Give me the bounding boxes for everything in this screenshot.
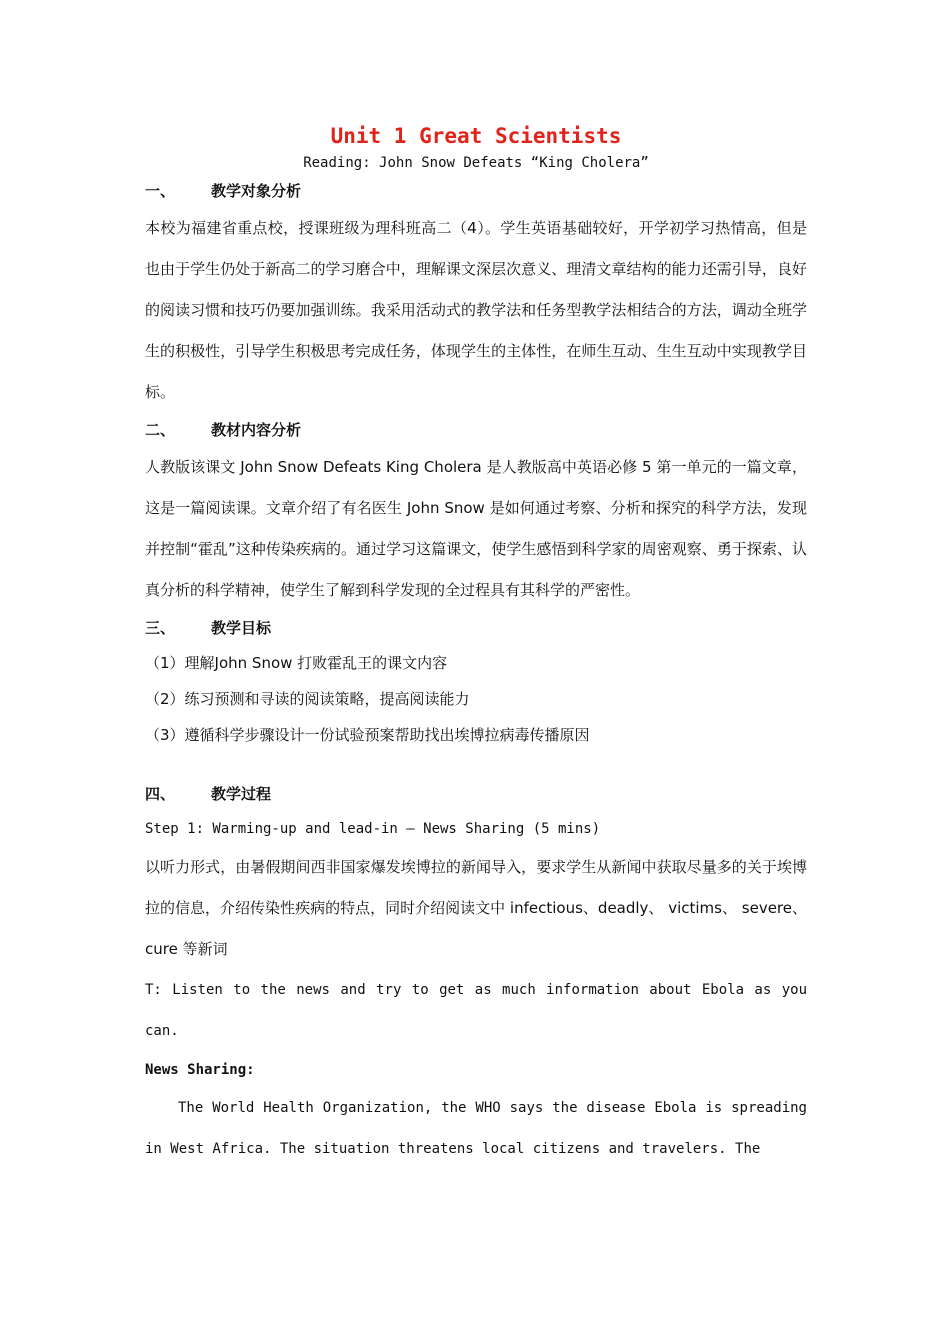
teacher-instruction: T: Listen to the news and try to get as much information about Ebola as you can. xyxy=(145,982,807,1039)
section-title: 教材内容分析 xyxy=(211,421,302,439)
document-page xyxy=(145,120,807,1170)
news-label: News Sharing: xyxy=(145,1062,255,1078)
section-number: 三、 xyxy=(145,619,176,637)
document-title: Unit 1 Great Scientists xyxy=(330,124,622,148)
section-paragraph: 人教版该课文 John Snow Defeats King Cholera 是人教版高中英语必修 5 第一单元的一篇文章，这是一篇阅读课。文章介绍了有名医生 John Snow 是如何通过考察、分析和探究的科学方法，发现并控制“霍乱”这种传染疾病的。通过学习这篇课文，使学生感悟到科学家的周密观察、勇于探索、认真分析的科学精神，使学生了解到科学发现的全过程具有其科学的严密性。 xyxy=(145,458,807,599)
section-number: 一、 xyxy=(145,182,176,200)
objective-item: （1）理解John Snow 打败霍乱王的课文内容 xyxy=(145,654,448,672)
section-title: 教学目标 xyxy=(211,619,272,637)
section-paragraph: 本校为福建省重点校，授课班级为理科班高二（4）。学生英语基础较好，开学初学习热情高，但是也由于学生仍处于新高二的学习磨合中，理解课文深层次意义、理清文章结构的能力还需引导，良好的阅读习惯和技巧仍要加强训练。我采用活动式的教学法和任务型教学法相结合的方法，调动全班学生的积极性，引导学生积极思考完成任务，体现学生的主体性，在师生互动、生生互动中实现教学目标。 xyxy=(145,219,807,401)
section-number: 四、 xyxy=(145,785,176,803)
step-line: Step 1: Warming-up and lead-in – News Sharing (5 mins) xyxy=(145,821,601,837)
news-text: The World Health Organization, the WHO says the disease Ebola is spreading in West Africa. The situation threatens local citizens and travelers. The xyxy=(145,1100,807,1157)
section-paragraph: 以听力形式，由暑假期间西非国家爆发埃博拉的新闻导入，要求学生从新闻中获取尽量多的关于埃博拉的信息，介绍传染性疾病的特点，同时介绍阅读文中 infectious、deadly、 victims、 severe、 cure 等新词 xyxy=(145,858,807,958)
section-heading xyxy=(145,174,807,208)
section-heading xyxy=(145,413,807,447)
document-subtitle: Reading: John Snow Defeats “King Cholera” xyxy=(303,155,649,171)
objective-item: （2）练习预测和寻读的阅读策略，提高阅读能力 xyxy=(145,690,470,708)
section-title: 教学过程 xyxy=(211,785,272,803)
section-number: 二、 xyxy=(145,421,176,439)
section-heading xyxy=(145,777,807,811)
objective-item: （3）遵循科学步骤设计一份试验预案帮助找出埃博拉病毒传播原因 xyxy=(145,726,590,744)
section-heading xyxy=(145,611,807,645)
section-title: 教学对象分析 xyxy=(211,182,302,200)
